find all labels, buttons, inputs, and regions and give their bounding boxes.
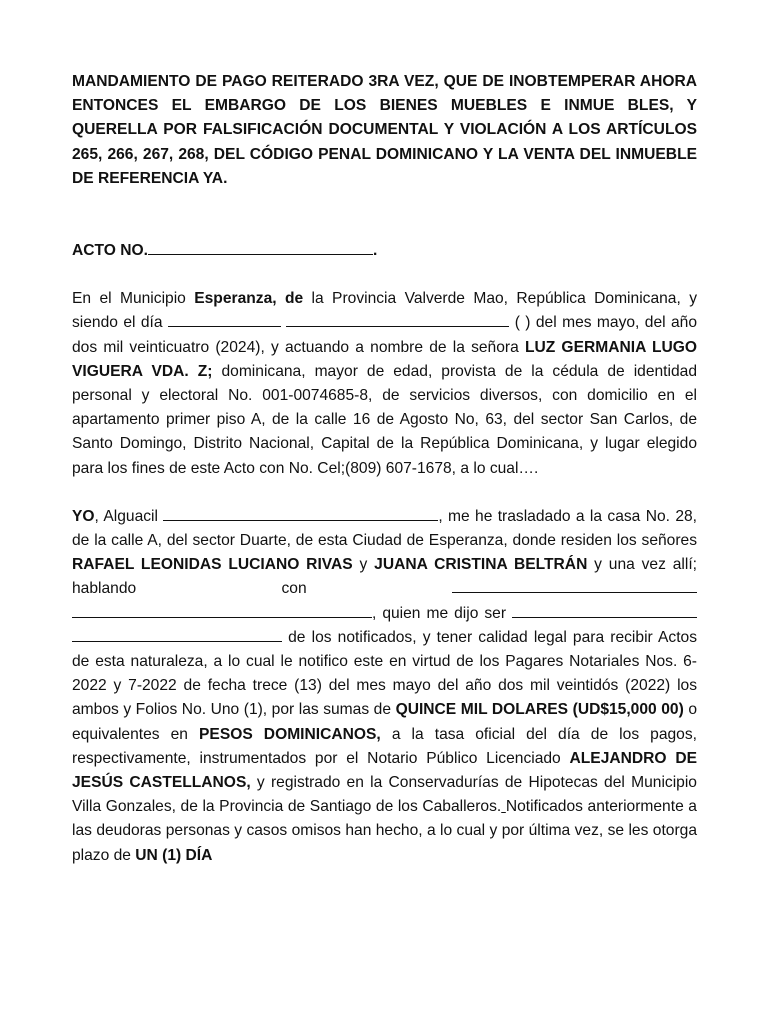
p1-text: dominicana, mayor de edad, provista de la cédula de identidad personal y electoral No. 001-0074685-8, de servicios diversos, con domicilio en el apartamento primer piso A, de la calle 16 de Agosto No, 63, del sector San Carlos, de Santo Domingo, Distrito Nacional, Capital de la República Dominicana, y lugar elegido para los fines de este Acto con No. Cel;(809) 607-1678, a lo cual…. [72, 362, 698, 477]
p2-yo: YO [72, 507, 95, 525]
p2-text: y registrado en la Conservadurías de Hipotecas del Municipio Villa Gonzales, de la Provincia de Santiago de los Caballeros. [72, 774, 697, 816]
day-blank-2[interactable] [286, 311, 509, 327]
acto-number-line [72, 239, 697, 263]
p1-client-name: LUZ GERMANIA LUGO VIGUERA VDA. Z; [72, 338, 697, 380]
p2-text: o equivalentes en [72, 701, 697, 743]
p2-text: a la tasa oficial del día de los pagos, respectivamente, instrumentados por el Notario Público Licenciado [72, 725, 697, 767]
p1-municipio-name: Esperanza, de [194, 290, 304, 308]
p1-text: la Provincia Valverde Mao, República Dominicana, y siendo el día [72, 290, 697, 332]
spoke-with-blank-1[interactable] [452, 577, 697, 593]
paragraph-municipio [72, 287, 697, 481]
acto-suffix: . [372, 242, 378, 260]
relation-blank-1[interactable] [512, 602, 697, 618]
document-page [72, 70, 697, 868]
p2-text: de los notificados, y tener calidad legal para recibir Actos de esta naturaleza, a lo cual le notifico este en virtud de los Pagares Notariales Nos. 6-2022 y 7-2022 de fecha trece (13) del mes mayo del año dos mil veintidós (2022) los ambos y Folios No. Uno (1), por las sumas de [72, 628, 697, 719]
spoke-with-blank-2[interactable] [72, 602, 372, 618]
p2-currency: PESOS DOMINICANOS, [199, 725, 381, 743]
p2-defendant-1: RAFAEL LEONIDAS LUCIANO RIVAS [72, 556, 353, 574]
p1-text: ( ) del mes mayo, del año dos mil veinticuatro (2024), y actuando a nombre de la señora [72, 314, 697, 356]
acto-number-blank[interactable] [148, 239, 373, 255]
p2-text: , me he trasladado a la casa No. 28, de la calle A, del sector Duarte, de esta Ciudad de Esperanza, donde residen los señores [72, 507, 698, 550]
p2-text: , quien me dijo ser [372, 604, 512, 622]
p1-text: En el Municipio [72, 290, 195, 308]
relation-blank-2[interactable] [72, 626, 282, 642]
p2-amount: QUINCE MIL DOLARES (UD$15,000 00) [395, 701, 684, 719]
p2-text: y [352, 556, 375, 574]
p2-text: Notificados anteriormente a las deudoras personas y casos omisos han hecho, a lo cual y por última vez, se les otorga plazo de [72, 798, 697, 864]
p2-text: y una vez allí; hablando con [72, 556, 697, 598]
paragraph-alguacil [72, 505, 697, 868]
acto-label: ACTO NO. [72, 242, 148, 260]
p2-notary-name: ALEJANDRO DE JESÚS CASTELLANOS, [72, 749, 697, 792]
day-blank-1[interactable] [168, 311, 281, 327]
p2-deadline: UN (1) DÍA [135, 846, 213, 864]
document-title: MANDAMIENTO DE PAGO REITERADO 3RA VEZ, QUE DE INOBTEMPERAR AHORA ENTONCES EL EMBARGO DE LOS BIENES MUEBLES E INMUE BLES, Y QUERELLA POR FALSIFICACIÓN DOCUMENTAL Y VIOLACIÓN A LOS ARTÍCULOS 265, 266, 267, 268, DEL CÓDIGO PENAL DOMINICANO Y LA VENTA DEL INMUEBLE DE REFERENCIA YA. [72, 73, 697, 187]
alguacil-name-blank[interactable] [163, 505, 438, 521]
p2-defendant-2: JUANA CRISTINA BELTRÁN [374, 556, 588, 574]
p2-text: , Alguacil [94, 507, 164, 525]
